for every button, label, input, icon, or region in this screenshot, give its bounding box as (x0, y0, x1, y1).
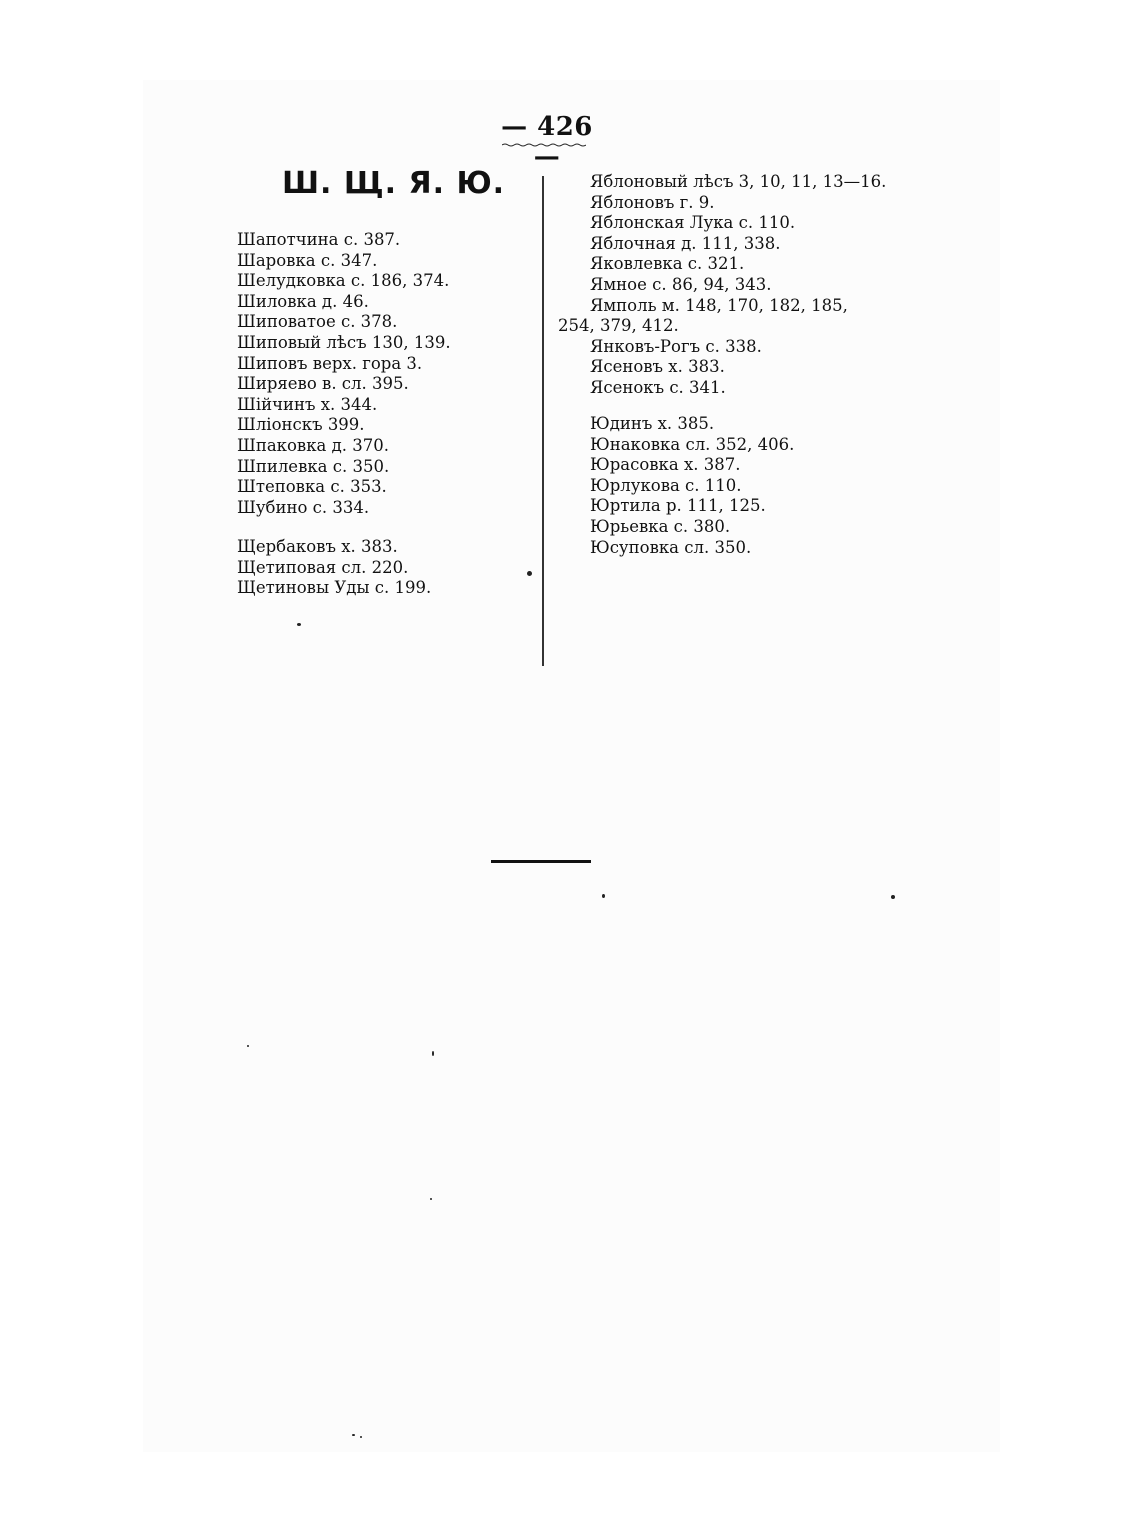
list-item: Шаровка с. 347. (237, 250, 378, 270)
list-item: Яблочная д. 111, 338. (590, 233, 781, 253)
column-divider (542, 176, 544, 666)
list-item: Юртила р. 111, 125. (590, 496, 766, 516)
list-item: Ясенокъ с. 341. (590, 377, 726, 397)
scan-speck (602, 894, 605, 898)
ya-entries-list (558, 172, 886, 399)
list-item: Юрасовка х. 387. (590, 455, 741, 475)
list-item: Ясеновъ х. 383. (590, 357, 725, 377)
list-item: Ямполь м. 148, 170, 182, 185, (590, 295, 848, 315)
list-item: Шиловка д. 46. (237, 291, 369, 311)
scan-speck (432, 1051, 434, 1056)
scan-speck (527, 571, 532, 576)
list-item: Шпилевка с. 350. (237, 456, 390, 476)
sh-entries-list (237, 230, 451, 518)
list-item: Щетиновы Уды с. 199. (237, 578, 432, 598)
list-item: Щетиповая сл. 220. (237, 557, 409, 577)
end-rule (491, 860, 591, 863)
scan-speck (297, 623, 301, 626)
list-item: Щербаковъ х. 383. (237, 537, 398, 556)
list-item: Юрлукова с. 110. (590, 475, 742, 495)
page-number: — 426 — (501, 112, 593, 172)
list-item: Ямное с. 86, 94, 343. (590, 274, 772, 294)
shch-entries-list (237, 537, 431, 599)
scan-speck (352, 1434, 355, 1436)
section-heading: Ш. Щ. Я. Ю. (282, 166, 506, 201)
list-item: Юнаковка сл. 352, 406. (590, 434, 795, 454)
list-item: Яблоновъ г. 9. (590, 192, 715, 212)
list-item: Ширяево в. сл. 395. (237, 374, 409, 394)
yu-entries-list (558, 414, 794, 558)
list-item: Юрьевка с. 380. (590, 516, 731, 536)
list-item: Яблонская Лука с. 110. (590, 213, 796, 233)
list-item: Шубино с. 334. (237, 497, 370, 517)
scan-speck (430, 1198, 432, 1200)
list-item: Юдинъ х. 385. (590, 414, 715, 433)
list-item: Шиповый лѣсъ 130, 139. (237, 332, 451, 352)
scan-speck (360, 1436, 362, 1438)
page-number-underline (502, 143, 586, 147)
list-item: Шиповъ верх. гора 3. (237, 353, 423, 373)
list-item-continuation: 254, 379, 412. (558, 316, 679, 336)
scan-speck (247, 1045, 249, 1047)
list-item: Яковлевка с. 321. (590, 254, 745, 274)
list-item: Шпаковка д. 370. (237, 435, 389, 455)
list-item: Шліонскъ 399. (237, 415, 365, 435)
list-item: Янковъ-Рогъ с. 338. (590, 336, 762, 356)
list-item: Шапотчина с. 387. (237, 230, 401, 249)
list-item: Юсуповка сл. 350. (590, 537, 752, 557)
list-item: Шиповатое с. 378. (237, 312, 398, 332)
list-item: Штеповка с. 353. (237, 477, 387, 497)
list-item: Шійчинъ х. 344. (237, 394, 378, 414)
scan-speck (891, 895, 895, 899)
list-item: Шелудковка с. 186, 374. (237, 271, 450, 291)
list-item: Яблоновый лѣсъ 3, 10, 11, 13—16. (590, 172, 887, 191)
